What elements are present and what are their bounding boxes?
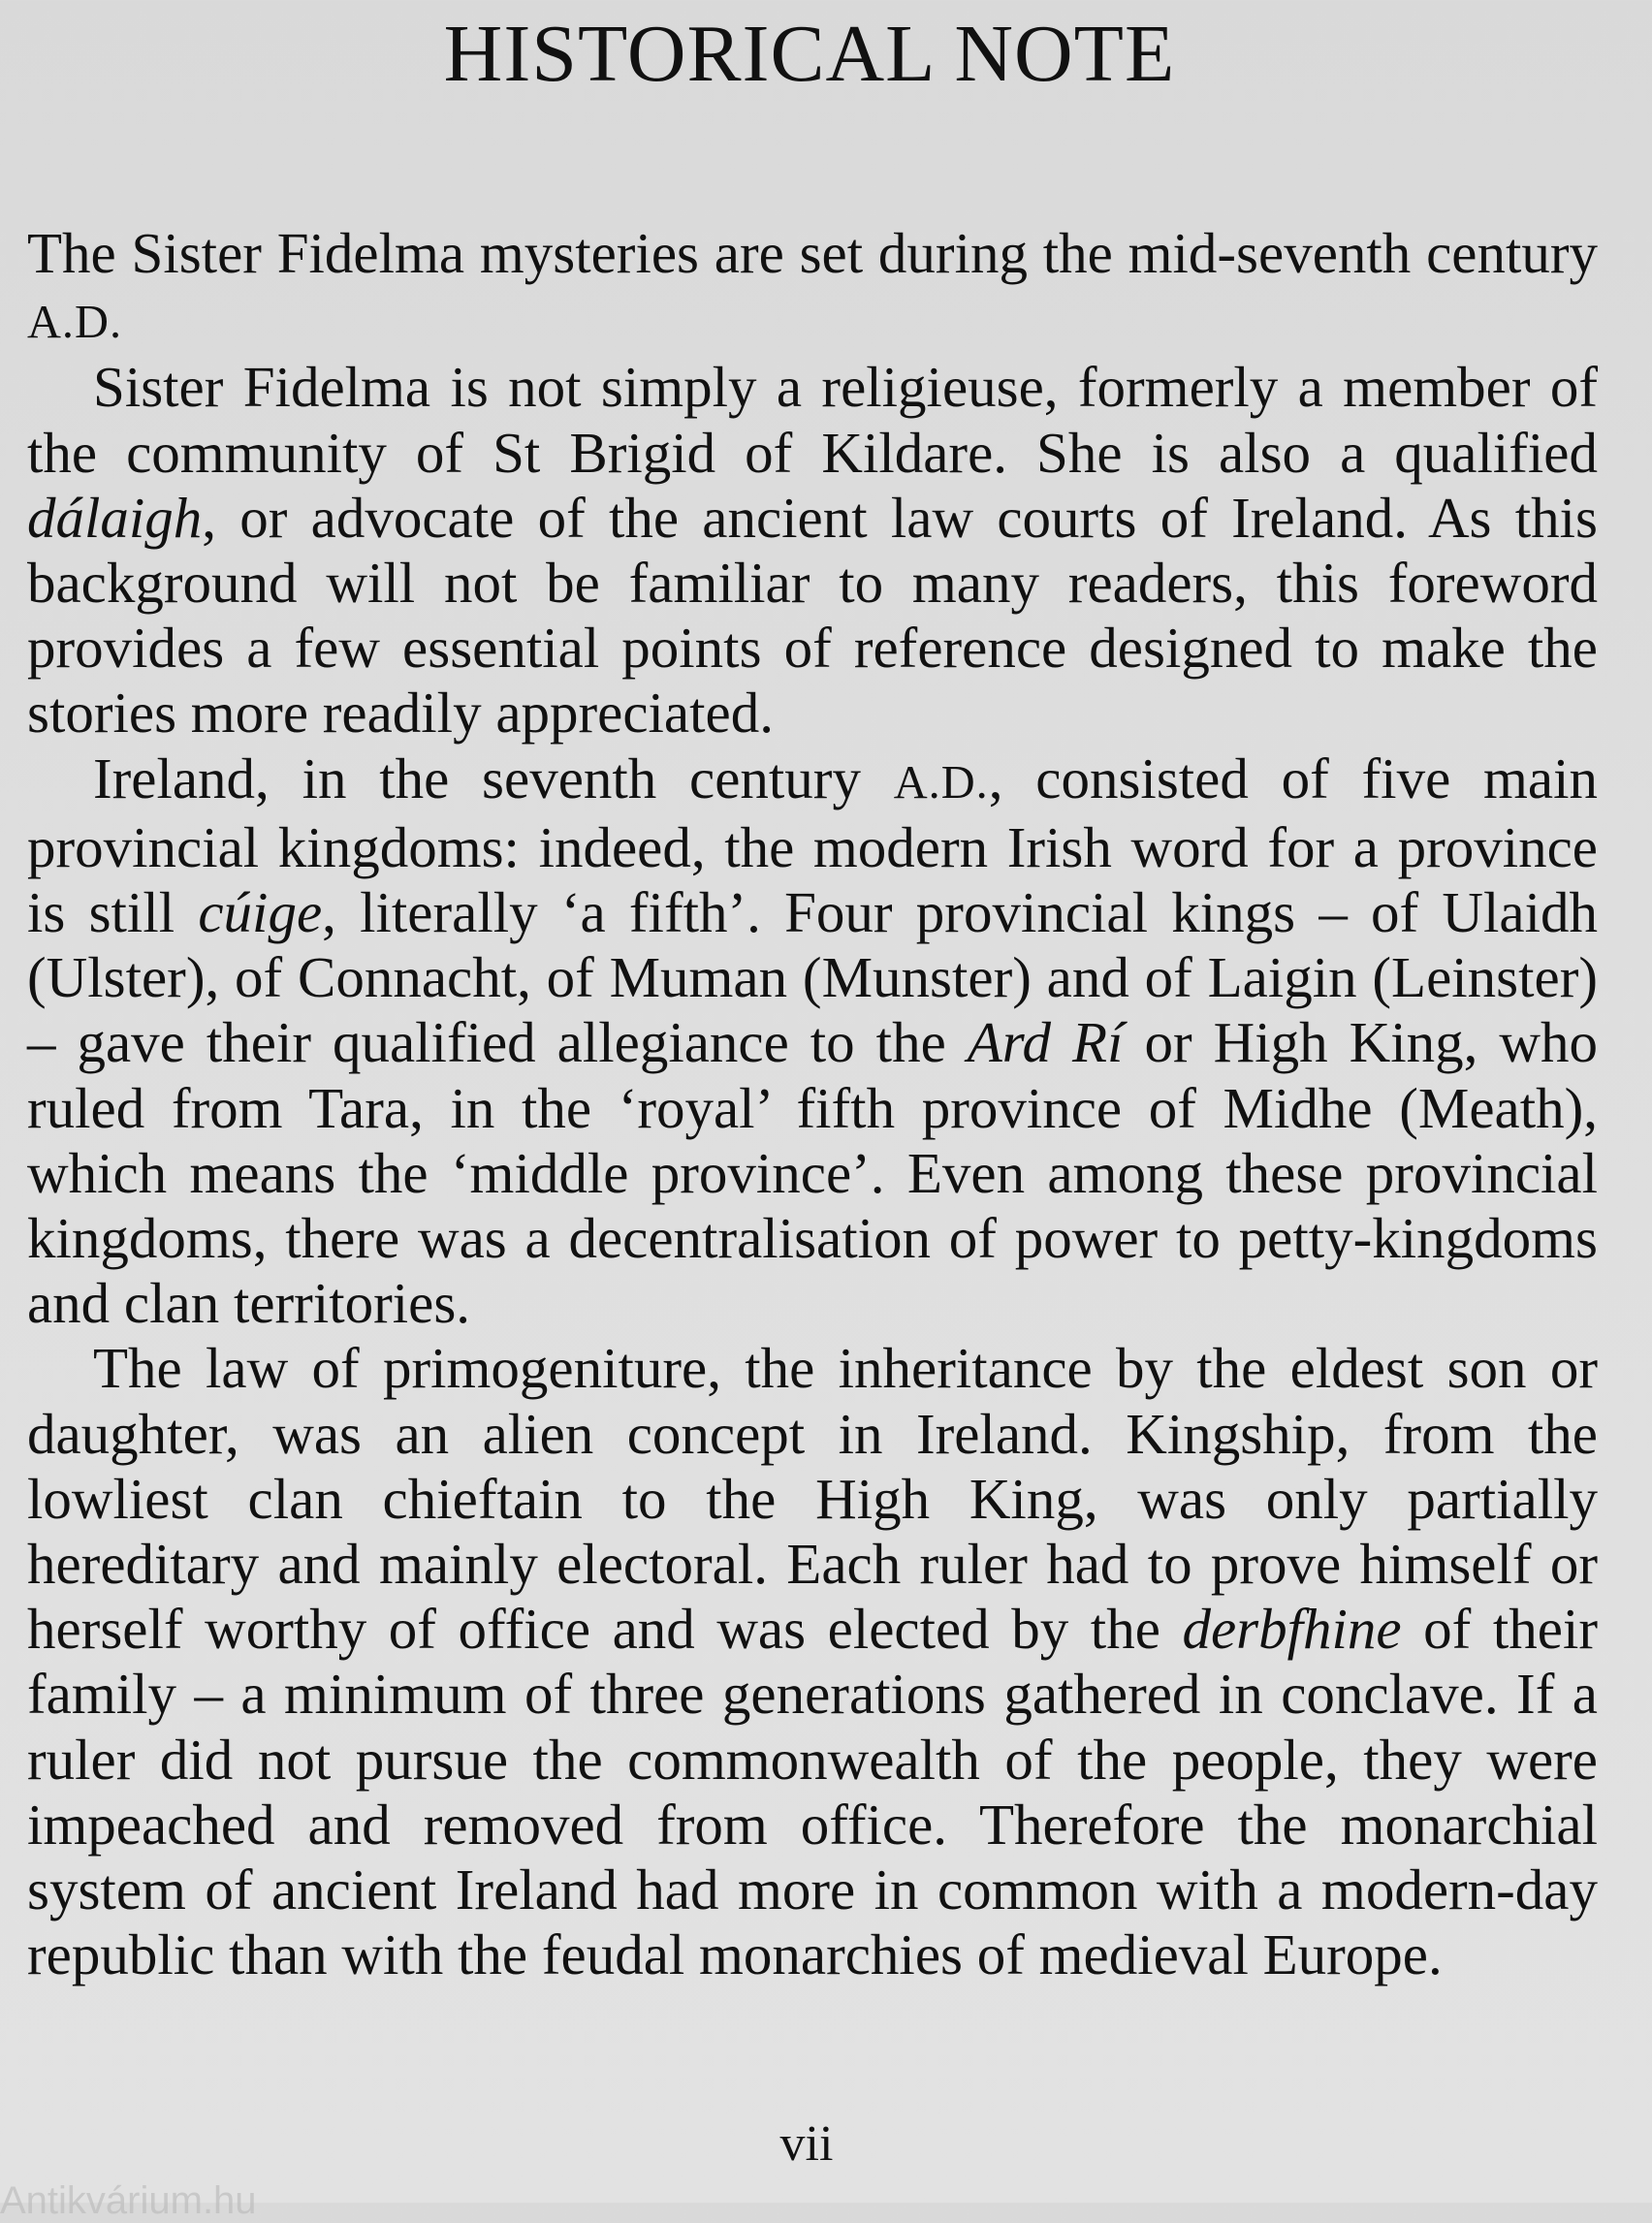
paragraph-text: Sister Fidelma is not simply a religieuse, formerly a member of the community of St Brigid of Kildare. She is also a qualified xyxy=(27,355,1598,485)
paragraph xyxy=(27,355,1598,746)
italic-term: dálaigh xyxy=(27,485,203,550)
paragraph-text: The Sister Fidelma mysteries are set during the mid-seventh century xyxy=(27,221,1598,285)
era-abbreviation: A.D. xyxy=(893,756,989,809)
watermark-text: Antikvárium.hu xyxy=(0,2179,257,2222)
italic-term: Ard Rí xyxy=(967,1010,1124,1075)
paragraph xyxy=(27,221,1598,355)
italic-term: cúige xyxy=(198,880,323,945)
body-text xyxy=(27,221,1598,1987)
page-number: vii xyxy=(779,2116,834,2172)
paragraph-text: , consisted of five main provincial kingdoms: indeed, the modern Irish word for a province is still xyxy=(27,746,1598,945)
paragraph xyxy=(27,1336,1598,1987)
paragraph-text: , or advocate of the ancient law courts of Ireland. As this background will not be familiar to many readers, this foreword provides a few essential points of reference designed to make the stories more readily appreciated. xyxy=(27,485,1598,746)
paragraph-text: The law of primogeniture, the inheritance by the eldest son or daughter, was an alien concept in Ireland. Kingship, from the lowliest clan chieftain to the High King, was only partially hereditary and mainly electoral. Each ruler had to prove himself or herself worthy of office and was elected by the xyxy=(27,1336,1598,1662)
era-abbreviation: A.D. xyxy=(27,297,123,349)
paragraph xyxy=(27,746,1598,1337)
paragraph-text: Ireland, in the seventh century xyxy=(93,746,894,810)
italic-term: derbfhine xyxy=(1182,1597,1402,1662)
paragraph-text: , literally ‘a fifth’. Four provincial kings – of Ulaidh (Ulster), of Connacht, of Muman (Munster) and of Laigin (Leinster) – gave their qualified allegiance to the xyxy=(27,880,1599,1075)
paragraph-text: of their family – a minimum of three generations gathered in conclave. If a ruler did not pursue the commonwealth of the people, they were impeached and removed from office. Therefore the monarchial system of ancient Ireland had more in common with a modern-day republic than with the feudal monarchies of medieval Europe. xyxy=(27,1597,1598,1987)
page-title: HISTORICAL NOTE xyxy=(443,9,1176,99)
paragraph-text: or High King, who ruled from Tara, in the ‘royal’ fifth province of Midhe (Meath), which means the ‘middle province’. Even among these provincial kingdoms, there was a decentralisation of power to petty-kingdoms and clan territories. xyxy=(27,1010,1598,1336)
